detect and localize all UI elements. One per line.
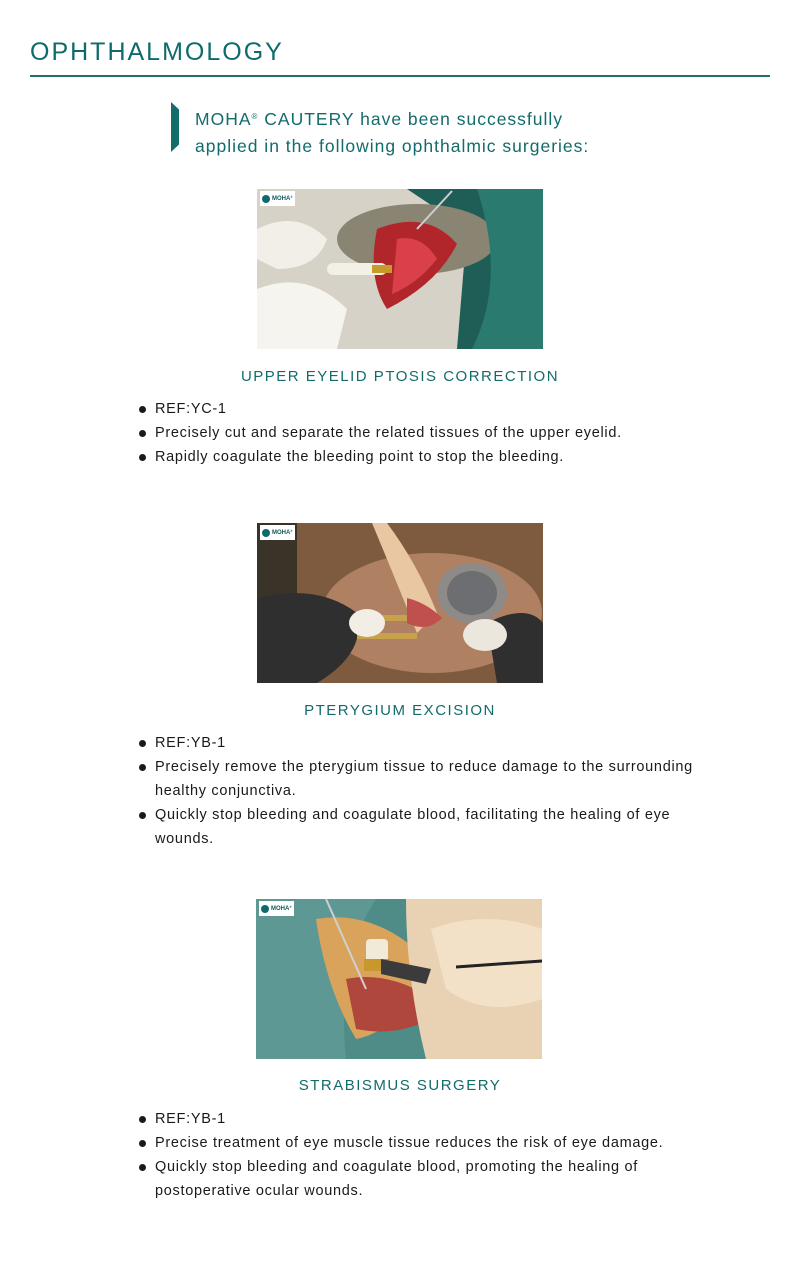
pterygium-surgery-photo	[257, 523, 543, 683]
moha-logo-text: MOHA®	[272, 528, 293, 536]
list-item: REF:YB-1	[139, 1107, 699, 1131]
list-item: REF:YB-1	[139, 731, 699, 755]
intro-line2: applied in the following ophthalmic surgeries:	[195, 136, 590, 156]
moha-logo	[259, 901, 294, 916]
eyelid-surgery-photo	[257, 189, 543, 349]
moha-logo-text: MOHA®	[271, 904, 292, 912]
list-item: REF:YC-1	[139, 397, 699, 421]
intro-registered-mark: ®	[251, 112, 259, 121]
moha-logo	[260, 525, 295, 540]
list-item: Precisely cut and separate the related tissues of the upper eyelid.	[139, 421, 699, 445]
moha-logo-text: MOHA®	[272, 194, 293, 202]
strabismus-surgery-photo	[256, 899, 542, 1059]
title-divider	[30, 75, 770, 77]
intro-line1: CAUTERY have been successfully	[258, 109, 564, 129]
section-title-pterygium: PTERYGIUM EXCISION	[304, 702, 496, 719]
intro-brand: MOHA	[195, 109, 252, 129]
page-title: OPHTHALMOLOGY	[30, 38, 284, 66]
section-title-eyelid: UPPER EYELID PTOSIS CORRECTION	[240, 368, 560, 385]
list-item: Quickly stop bleeding and coagulate blood, promoting the healing of postoperative ocular wounds.	[139, 1155, 699, 1203]
bullet-list-pterygium	[139, 731, 699, 851]
moha-logo-icon	[261, 905, 269, 913]
list-item: Rapidly coagulate the bleeding point to stop the bleeding.	[139, 445, 699, 469]
section-title-strabismus: STRABISMUS SURGERY	[298, 1077, 502, 1094]
moha-logo-icon	[262, 195, 270, 203]
list-item: Precisely remove the pterygium tissue to reduce damage to the surrounding healthy conjunctiva.	[139, 755, 699, 803]
bullet-list-eyelid	[139, 397, 699, 469]
list-item: Precise treatment of eye muscle tissue reduces the risk of eye damage.	[139, 1131, 699, 1155]
bullet-list-strabismus	[139, 1107, 699, 1203]
intro-text	[195, 103, 665, 160]
list-item: Quickly stop bleeding and coagulate blood, facilitating the healing of eye wounds.	[139, 803, 699, 851]
moha-logo-icon	[262, 529, 270, 537]
intro-accent-bar	[171, 102, 179, 152]
moha-logo	[260, 191, 295, 206]
